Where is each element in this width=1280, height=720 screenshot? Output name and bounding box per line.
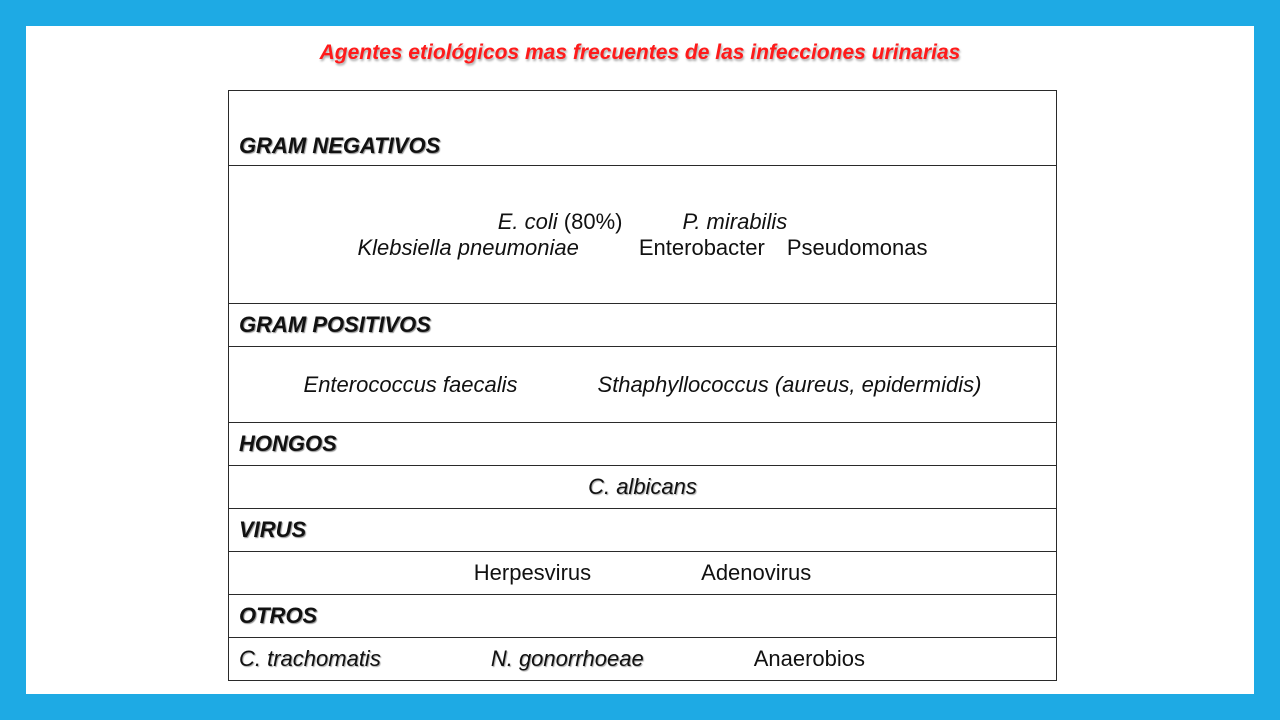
ngonorrhoeae-text: N. gonorrhoeae bbox=[490, 646, 644, 671]
ecoli-pct-text: (80%) bbox=[563, 208, 623, 234]
table-row bbox=[229, 638, 1057, 681]
table-row bbox=[229, 304, 1057, 347]
otros-header: OTROS bbox=[229, 595, 1057, 638]
ecoli-text: E. coli bbox=[497, 208, 558, 234]
pseudomonas-text: Pseudomonas bbox=[786, 234, 928, 260]
gram-positivos-cell bbox=[229, 347, 1057, 423]
anaerobios-text: Anaerobios bbox=[753, 646, 866, 671]
agents-table bbox=[228, 90, 1057, 681]
enterobacter-text: Enterobacter bbox=[638, 234, 765, 260]
table-row bbox=[229, 466, 1057, 509]
staphylococcus-text: Sthaphyllococcus (aureus, epidermidis) bbox=[597, 371, 982, 397]
calbicans-text: C. albicans bbox=[588, 474, 697, 499]
hongos-header: HONGOS bbox=[229, 423, 1057, 466]
table-row bbox=[229, 509, 1057, 552]
gram-negativos-cell bbox=[229, 166, 1057, 304]
enterococcus-text: Enterococcus faecalis bbox=[303, 371, 518, 397]
gram-negativos-header: GRAM NEGATIVOS bbox=[229, 91, 1057, 166]
table-row bbox=[229, 595, 1057, 638]
adenovirus-text: Adenovirus bbox=[701, 560, 812, 585]
ctrachomatis-text: C. trachomatis bbox=[239, 646, 381, 671]
herpesvirus-text: Herpesvirus bbox=[473, 560, 592, 585]
table-row bbox=[229, 166, 1057, 304]
table-row bbox=[229, 552, 1057, 595]
pmirabilis-text: P. mirabilis bbox=[682, 208, 788, 234]
slide-title: Agentes etiológicos mas frecuentes de las infecciones urinarias bbox=[319, 41, 961, 64]
table-row bbox=[229, 347, 1057, 423]
otros-cell bbox=[229, 638, 1057, 681]
table-row bbox=[229, 91, 1057, 166]
table-row bbox=[229, 423, 1057, 466]
hongos-cell bbox=[229, 466, 1057, 509]
virus-header: VIRUS bbox=[229, 509, 1057, 552]
slide bbox=[26, 26, 1254, 694]
gram-positivos-header: GRAM POSITIVOS bbox=[229, 304, 1057, 347]
klebsiella-text: Klebsiella pneumoniae bbox=[357, 234, 579, 260]
virus-cell bbox=[229, 552, 1057, 595]
